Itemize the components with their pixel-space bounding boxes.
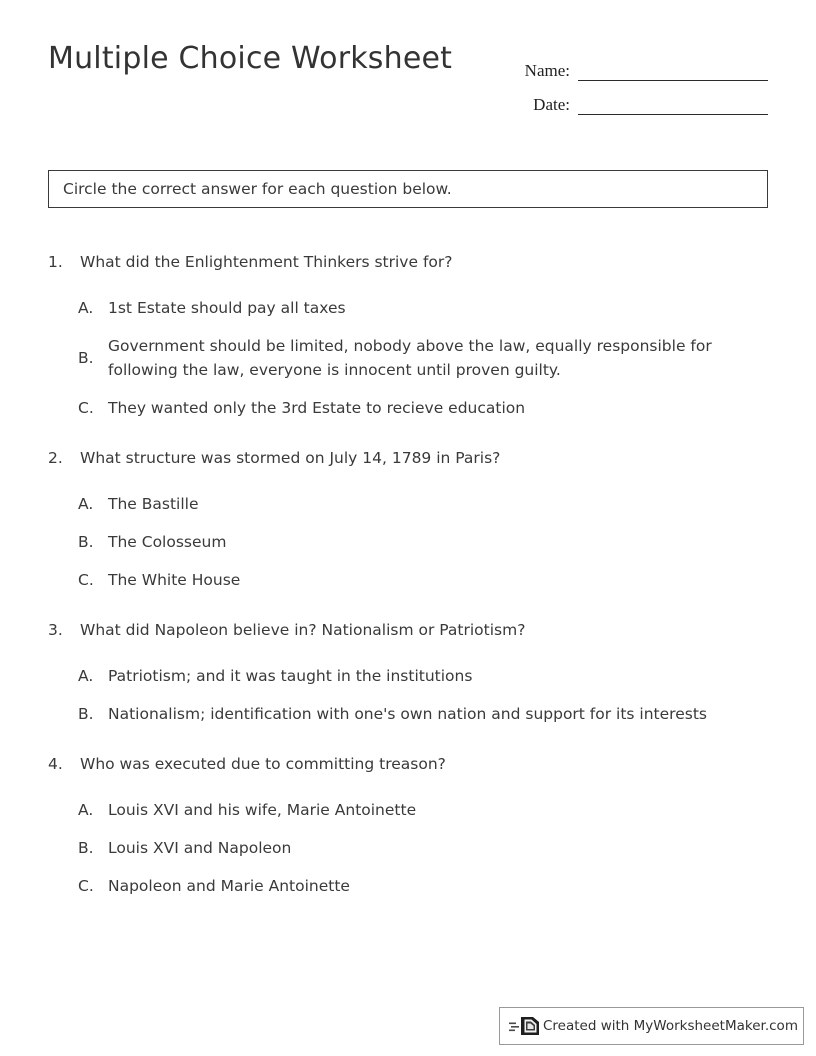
option-text: The Bastille (108, 495, 199, 513)
options-list (48, 798, 778, 898)
question-text: Who was executed due to committing treason? (80, 755, 446, 773)
question-block (48, 752, 778, 898)
option-text: They wanted only the 3rd Estate to recieve education (108, 399, 526, 417)
name-field-row (518, 47, 768, 81)
option-text: Louis XVI and Napoleon (108, 839, 292, 857)
question-text: What did the Enlightenment Thinkers strive for? (80, 253, 453, 271)
question-block (48, 618, 778, 726)
name-write-line[interactable] (578, 62, 768, 81)
option-row[interactable] (48, 798, 778, 822)
option-row[interactable] (48, 530, 778, 554)
questions-list (48, 250, 778, 924)
option-letter: B. (78, 533, 94, 551)
option-row[interactable] (48, 874, 778, 898)
option-text: Louis XVI and his wife, Marie Antoinette (108, 801, 417, 819)
question-header (48, 618, 778, 642)
question-text: What structure was stormed on July 14, 1789 in Paris? (80, 449, 501, 467)
page-title: Multiple Choice Worksheet (48, 41, 453, 76)
badge-text: Created with MyWorksheetMaker.com (543, 1018, 798, 1034)
worksheet-maker-logo-icon (509, 1015, 543, 1037)
options-list (48, 296, 778, 420)
date-field-row (518, 81, 768, 115)
student-info-fields (518, 47, 768, 115)
date-label: Date: (533, 95, 570, 114)
options-list (48, 664, 778, 726)
option-row[interactable] (48, 296, 778, 320)
option-letter: B. (78, 349, 94, 367)
date-write-line[interactable] (578, 96, 768, 115)
question-number: 4. (48, 755, 63, 773)
option-row[interactable] (48, 334, 778, 382)
option-letter: A. (78, 495, 94, 513)
option-row[interactable] (48, 492, 778, 516)
option-letter: A. (78, 299, 94, 317)
option-row[interactable] (48, 836, 778, 860)
question-header (48, 446, 778, 470)
option-row[interactable] (48, 702, 778, 726)
worksheet-header (48, 40, 768, 126)
question-text: What did Napoleon believe in? Nationalism or Patriotism? (80, 621, 526, 639)
option-letter: C. (78, 571, 94, 589)
option-text: Nationalism; identification with one's own nation and support for its interests (108, 705, 707, 723)
worksheet-maker-badge[interactable] (499, 1007, 804, 1045)
option-text: Napoleon and Marie Antoinette (108, 877, 350, 895)
option-letter: A. (78, 801, 94, 819)
option-row[interactable] (48, 568, 778, 592)
question-block (48, 250, 778, 420)
option-text: 1st Estate should pay all taxes (108, 299, 346, 317)
option-row[interactable] (48, 664, 778, 688)
option-text: Patriotism; and it was taught in the institutions (108, 667, 473, 685)
question-block (48, 446, 778, 592)
option-letter: B. (78, 705, 94, 723)
question-header (48, 752, 778, 776)
instructions-text: Circle the correct answer for each question below. (63, 180, 452, 198)
options-list (48, 492, 778, 592)
option-letter: C. (78, 399, 94, 417)
option-text: The Colosseum (108, 533, 227, 551)
question-number: 2. (48, 449, 63, 467)
name-label: Name: (524, 61, 570, 80)
option-row[interactable] (48, 396, 778, 420)
question-header (48, 250, 778, 274)
option-text: The White House (108, 571, 241, 589)
option-letter: B. (78, 839, 94, 857)
question-number: 3. (48, 621, 63, 639)
option-letter: A. (78, 667, 94, 685)
instructions-box (48, 170, 768, 208)
option-letter: C. (78, 877, 94, 895)
question-number: 1. (48, 253, 63, 271)
option-text: Government should be limited, nobody above the law, equally responsible for following the law, everyone is innocent until proven guilty. (108, 337, 712, 379)
